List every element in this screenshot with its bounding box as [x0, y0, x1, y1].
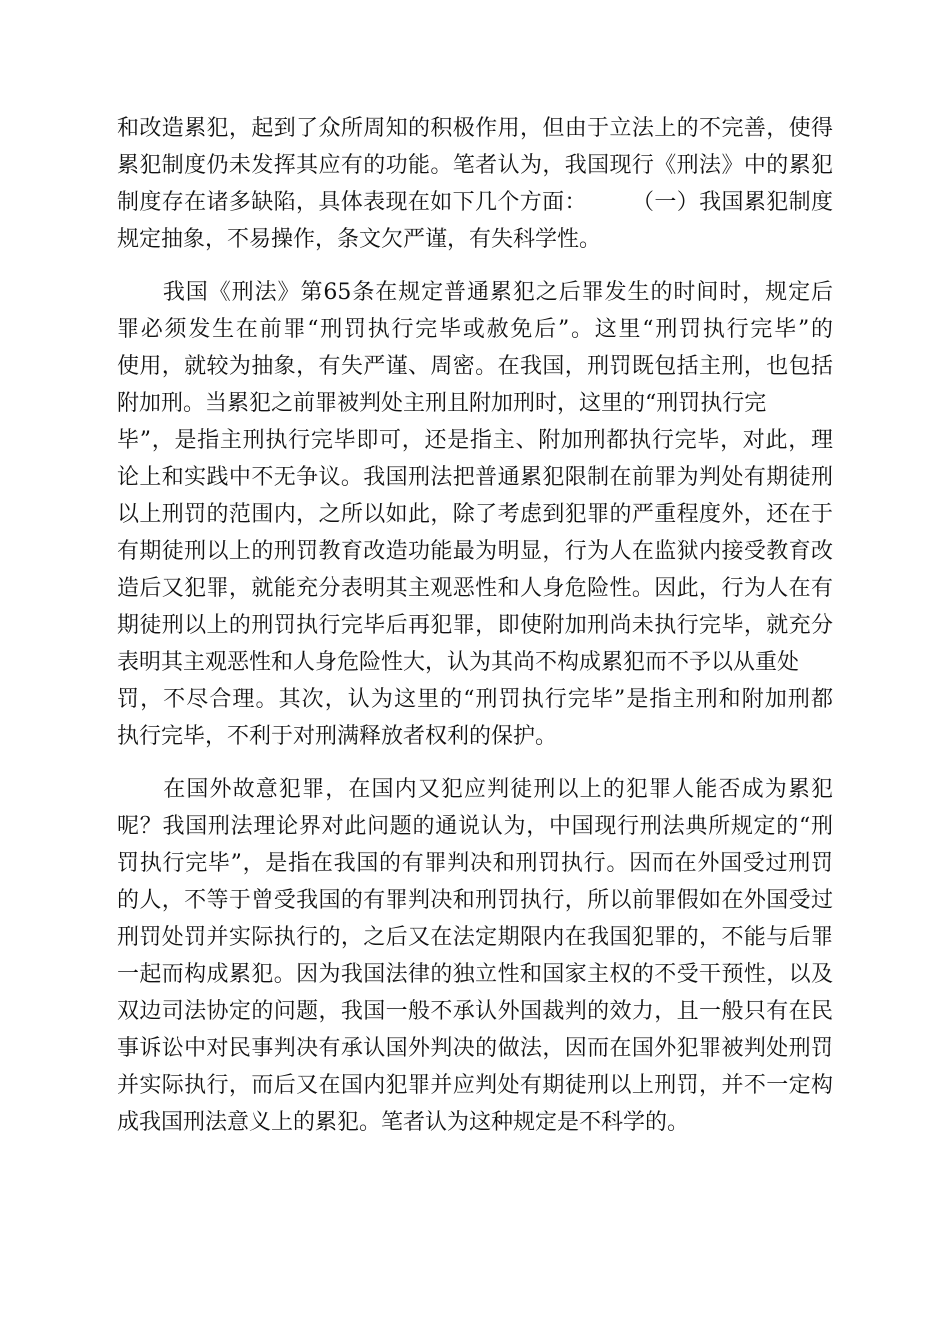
text-line: 造后又犯罪，就能充分表明其主观恶性和人身危险性。因此，行为人在有: [117, 576, 833, 601]
text-line: 制度存在诸多缺陷，具体表现在如下几个方面： （一）我国累犯制度: [117, 190, 833, 215]
text-line: 在国外故意犯罪，在国内又犯应判徒刑以上的犯罪人能否成为累犯: [117, 777, 833, 802]
text-line: 执行完毕，不利于对刑满释放者权利的保护。: [117, 724, 558, 749]
document-page: [117, 110, 833, 1141]
text-line: 我国《刑法》第65条在规定普通累犯之后罪发生的时间时，规定后: [117, 280, 833, 305]
text-line: 罪必须发生在前罪“刑罚执行完毕或赦免后”。这里“刑罚执行完毕”的: [117, 317, 833, 342]
text-line: 毕”，是指主刑执行完毕即可，还是指主、附加刑都执行完毕，对此，理: [117, 428, 833, 453]
text-line: 使用，就较为抽象，有失严谨、周密。在我国，刑罚既包括主刑，也包括: [117, 354, 833, 379]
text-line: 附加刑。当累犯之前罪被判处主刑且附加刑时，这里的“刑罚执行完: [117, 391, 767, 416]
paragraph: [117, 110, 833, 258]
text-line: 的人，不等于曾受我国的有罪判决和刑罚执行，所以前罪假如在外国受过: [117, 888, 833, 913]
text-line: 表明其主观恶性和人身危险性大，认为其尚不构成累犯而不予以从重处: [117, 650, 800, 675]
text-line: 一起而构成累犯。因为我国法律的独立性和国家主权的不受干预性，以及: [117, 962, 833, 987]
text-line: 有期徒刑以上的刑罚教育改造功能最为明显，行为人在监狱内接受教育改: [117, 539, 833, 564]
text-line: 事诉讼中对民事判决有承认国外判决的做法，因而在国外犯罪被判处刑罚: [117, 1036, 833, 1061]
text-line: 累犯制度仍未发挥其应有的功能。笔者认为，我国现行《刑法》中的累犯: [117, 153, 833, 178]
text-line: 双边司法协定的问题，我国一般不承认外国裁判的效力，且一般只有在民: [117, 999, 833, 1024]
text-line: 成我国刑法意义上的累犯。笔者认为这种规定是不科学的。: [117, 1110, 690, 1135]
text-line: 罚执行完毕”，是指在我国的有罪判决和刑罚执行。因而在外国受过刑罚: [117, 851, 833, 876]
text-line: 刑罚处罚并实际执行的，之后又在法定期限内在我国犯罪的，不能与后罪: [117, 925, 833, 950]
paragraph: [117, 274, 833, 755]
text-line: 论上和实践中不无争议。我国刑法把普通累犯限制在前罪为判处有期徒刑: [117, 465, 833, 490]
text-line: 和改造累犯，起到了众所周知的积极作用，但由于立法上的不完善，使得: [117, 116, 833, 141]
text-line: 规定抽象，不易操作，条文欠严谨，有失科学性。: [117, 227, 602, 252]
text-line: 罚，不尽合理。其次，认为这里的“刑罚执行完毕”是指主刑和附加刑都: [117, 687, 833, 712]
text-line: 并实际执行，而后又在国内犯罪并应判处有期徒刑以上刑罚，并不一定构: [117, 1073, 833, 1098]
text-line: 期徒刑以上的刑罚执行完毕后再犯罪，即使附加刑尚未执行完毕，就充分: [117, 613, 833, 638]
paragraph: [117, 771, 833, 1141]
text-line: 以上刑罚的范围内，之所以如此，除了考虑到犯罪的严重程度外，还在于: [117, 502, 833, 527]
text-line: 呢？我国刑法理论界对此问题的通说认为，中国现行刑法典所规定的“刑: [117, 814, 833, 839]
